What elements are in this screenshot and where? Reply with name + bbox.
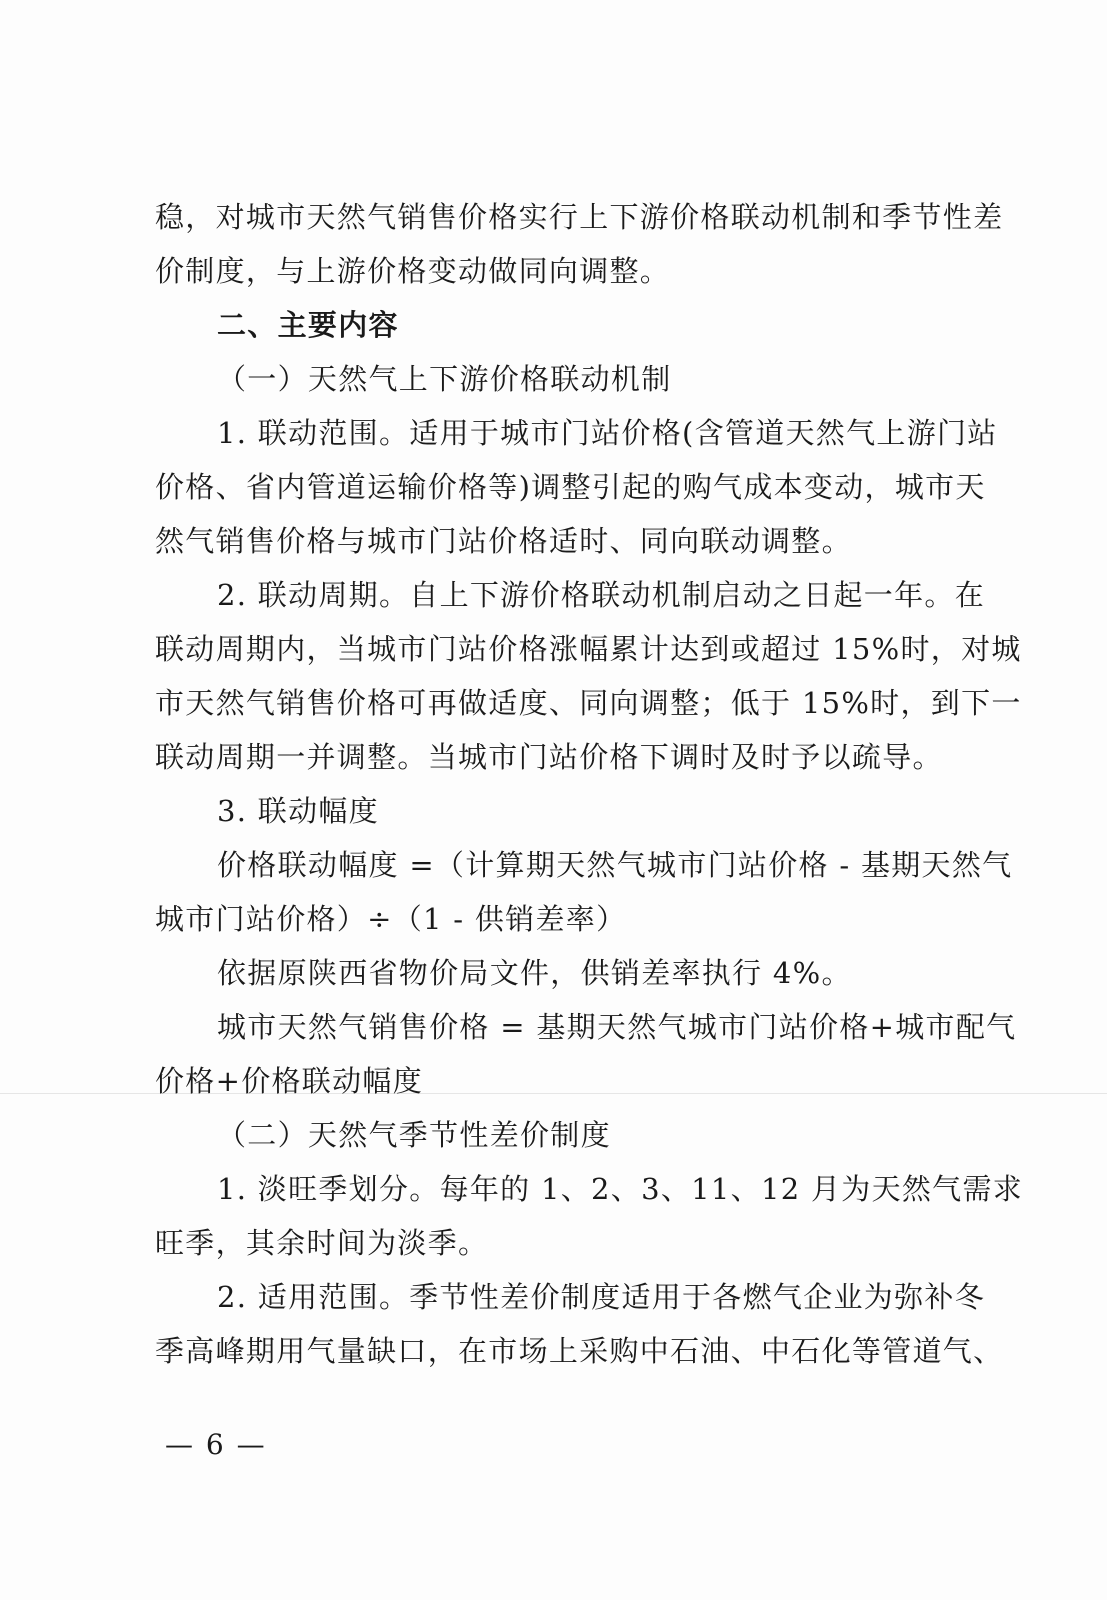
text-line: 旺季，其余时间为淡季。: [155, 1226, 489, 1260]
formula-line: 价格联动幅度 =（计算期天然气城市门站价格 - 基期天然气: [217, 848, 1013, 882]
text-line: 联动周期内，当城市门站价格涨幅累计达到或超过 15%时，对城: [155, 632, 1022, 666]
formula-line: 价格+价格联动幅度: [155, 1064, 423, 1098]
text-line: 价制度，与上游价格变动做同向调整。: [155, 254, 671, 288]
text-line: 然气销售价格与城市门站价格适时、同向联动调整。: [155, 524, 852, 558]
formula-line: 城市门站价格）÷（1 - 供销差率）: [155, 902, 627, 936]
text-line: 季高峰期用气量缺口，在市场上采购中石油、中石化等管道气、: [155, 1334, 1004, 1368]
text-line: 依据原陕西省物价局文件，供销差率执行 4%。: [217, 956, 852, 990]
text-line: 2. 联动周期。自上下游价格联动机制启动之日起一年。在: [217, 578, 985, 612]
text-line: 1. 淡旺季划分。每年的 1、2、3、11、12 月为天然气需求: [217, 1172, 1024, 1206]
text-line: 2. 适用范围。季节性差价制度适用于各燃气企业为弥补冬: [217, 1280, 985, 1314]
text-line: 3. 联动幅度: [217, 794, 379, 828]
text-line: 价格、省内管道运输价格等)调整引起的购气成本变动，城市天: [155, 470, 986, 504]
text-line: 稳，对城市天然气销售价格实行上下游价格联动机制和季节性差: [155, 200, 1004, 234]
subsection-heading: （二）天然气季节性差价制度: [217, 1118, 611, 1152]
section-heading: 二、主要内容: [217, 308, 399, 342]
subsection-heading: （一）天然气上下游价格联动机制: [217, 362, 672, 396]
text-line: 联动周期一并调整。当城市门站价格下调时及时予以疏导。: [155, 740, 943, 774]
text-line: 市天然气销售价格可再做适度、同向调整；低于 15%时，到下一: [155, 686, 1022, 720]
body-text: [155, 190, 1024, 1378]
formula-line: 城市天然气销售价格 = 基期天然气城市门站价格+城市配气: [217, 1010, 1017, 1044]
text-line: 1. 联动范围。适用于城市门站价格(含管道天然气上游门站: [217, 416, 998, 450]
page-number: — 6 —: [165, 1428, 267, 1461]
